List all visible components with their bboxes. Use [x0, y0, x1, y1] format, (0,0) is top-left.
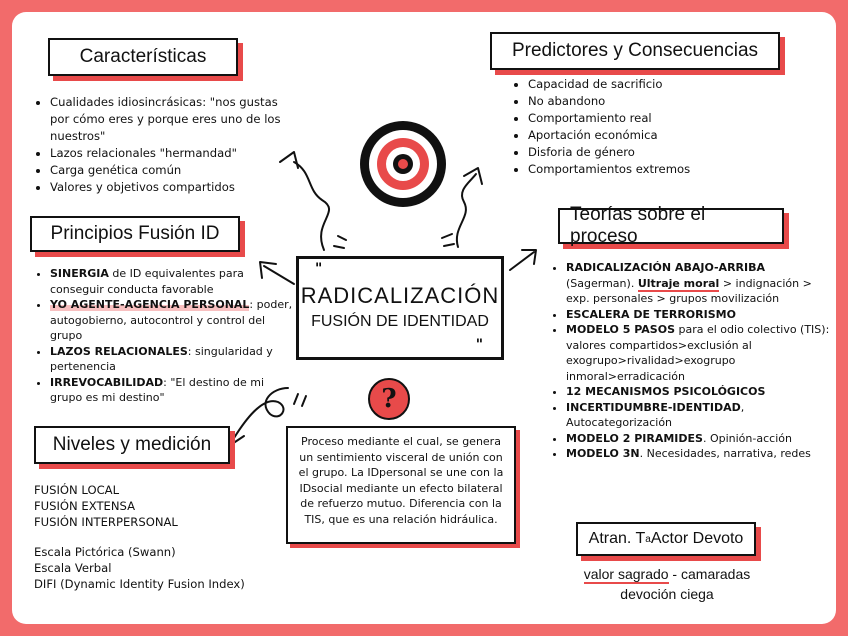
center-box	[296, 256, 504, 360]
niveles-title	[34, 426, 230, 464]
teorias-title	[558, 204, 784, 247]
caracteristicas-title	[48, 38, 238, 76]
actor-title-suffix: Actor Devoto	[650, 530, 744, 547]
question-icon-glyph: ?	[381, 384, 397, 414]
teorias-title-label: Teorías sobre el proceso	[570, 204, 706, 247]
theory-name: MODELO 3N	[566, 447, 640, 460]
fusion-level: FUSIÓN EXTENSA	[34, 499, 136, 513]
predictores-title-label: Predictores y Consecuencias	[511, 40, 759, 61]
predictores-list	[512, 76, 788, 178]
principle-name: IRREVOCABILIDAD	[50, 375, 164, 389]
list-item: • Cualidades idiosincrásicas: "nos gustas por cómo eres y porque eres uno de los nuestros"	[50, 94, 298, 145]
list-item	[50, 344, 296, 375]
caracteristicas-list	[34, 94, 298, 196]
list-item	[566, 400, 836, 431]
list-item	[566, 307, 836, 323]
list-item: • Aportación económica	[528, 127, 788, 144]
principios-title	[30, 216, 240, 252]
quote-open: "	[315, 261, 323, 277]
theory-name: MODELO 5 PASOS	[566, 323, 675, 336]
definition-box	[286, 426, 516, 544]
actor-sacred-value: valor sagrado	[583, 566, 669, 582]
theory-text: . Necesidades, narrativa, redes	[639, 447, 811, 460]
theory-text: (Sagerman).	[566, 276, 638, 290]
theory-text: para el odio colectivo (TIS): valores compartidos>exclusión al exogrupo>rivalidad>exogrupo inmoral>erradicación	[566, 323, 830, 383]
fusion-level: FUSIÓN LOCAL	[34, 483, 120, 497]
principle-text: : singularidad y pertenencia	[50, 344, 273, 373]
principle-text: : "El destino de mi grupo es mi destino"	[50, 375, 265, 404]
list-item	[566, 384, 836, 400]
center-title: RADICALIZACIÓN	[300, 283, 500, 308]
measurement-scale: Escala Pictórica (Swann)	[34, 545, 176, 559]
theory-name: INCERTIDUMBRE-IDENTIDAD	[566, 400, 741, 414]
caracteristicas-title-label: Características	[79, 46, 207, 67]
predictores-title	[490, 32, 780, 70]
theory-name: RADICALIZACIÓN ABAJO-ARRIBA	[566, 261, 766, 274]
fusion-level: FUSIÓN INTERPERSONAL	[34, 515, 178, 529]
teorias-list	[550, 260, 836, 462]
niveles-escalas-list	[34, 544, 294, 592]
principios-list	[34, 266, 296, 406]
list-item	[50, 266, 296, 297]
list-item	[566, 260, 836, 307]
theory-text: > indignación > exp. personales > grupos movilización	[566, 276, 812, 305]
niveles-title-label: Niveles y medición	[52, 434, 212, 455]
actor-title-sup: a	[645, 533, 651, 545]
list-item	[566, 322, 836, 384]
list-item: • Valores y objetivos compartidos	[50, 179, 298, 196]
list-item	[50, 297, 296, 344]
list-item: • Lazos relacionales "hermandad"	[50, 145, 298, 162]
actor-line-2: devoción ciega	[620, 586, 714, 602]
actor-line-1	[552, 564, 782, 584]
actor-devoto-content	[552, 564, 782, 604]
actor-comrades: camaradas	[681, 566, 751, 582]
principle-text: de ID equivalentes para conseguir conducta favorable	[50, 267, 244, 296]
list-item: • Carga genética común	[50, 162, 298, 179]
principle-text: : poder, autogobierno, autocontrol y control del grupo	[50, 298, 293, 342]
list-item: • Comportamiento real	[528, 110, 788, 127]
theory-name: MODELO 2 PIRAMIDES	[566, 431, 703, 445]
list-item: • Capacidad de sacrificio	[528, 76, 788, 93]
list-item	[566, 446, 836, 462]
measurement-scale: Escala Verbal	[34, 561, 112, 575]
principle-name: LAZOS RELACIONALES	[50, 344, 188, 358]
theory-text: , Autocategorización	[566, 400, 745, 429]
list-item: • Disforia de género	[528, 144, 788, 161]
center-subtitle: FUSIÓN DE IDENTIDAD	[311, 313, 489, 330]
list-item: • No abandono	[528, 93, 788, 110]
principios-title-label: Principios Fusión ID	[50, 223, 220, 244]
actor-devoto-title	[576, 522, 756, 556]
principle-name: YO AGENTE-AGENCIA PERSONAL	[50, 298, 250, 311]
theory-text: . Opinión-acción	[702, 431, 792, 445]
niveles-fusion-list	[34, 482, 284, 530]
principle-name: SINERGIA	[50, 267, 109, 280]
measurement-scale: DIFI (Dynamic Identity Fusion Index)	[34, 577, 245, 591]
theory-name: 12 MECANISMOS PSICOLÓGICOS	[566, 385, 766, 398]
mind-map-canvas	[12, 12, 836, 624]
list-item	[566, 431, 836, 447]
quote-close: "	[475, 337, 483, 353]
list-item: • Comportamientos extremos	[528, 161, 788, 178]
theory-highlight: Ultraje moral	[637, 276, 720, 290]
list-item	[50, 375, 296, 406]
theory-name: ESCALERA DE TERRORISMO	[566, 307, 736, 321]
actor-separator: -	[668, 566, 681, 582]
definition-text: Proceso mediante el cual, se genera un sentimiento visceral de unión con el grupo. La IDpersonal se une con la IDsocial mediante un efecto bilateral de refuerzo mutuo. Diferencia con la TIS, que es una relación hidráulica.	[298, 435, 504, 526]
actor-title-prefix: Atran. T	[588, 530, 646, 547]
question-icon	[368, 378, 410, 420]
